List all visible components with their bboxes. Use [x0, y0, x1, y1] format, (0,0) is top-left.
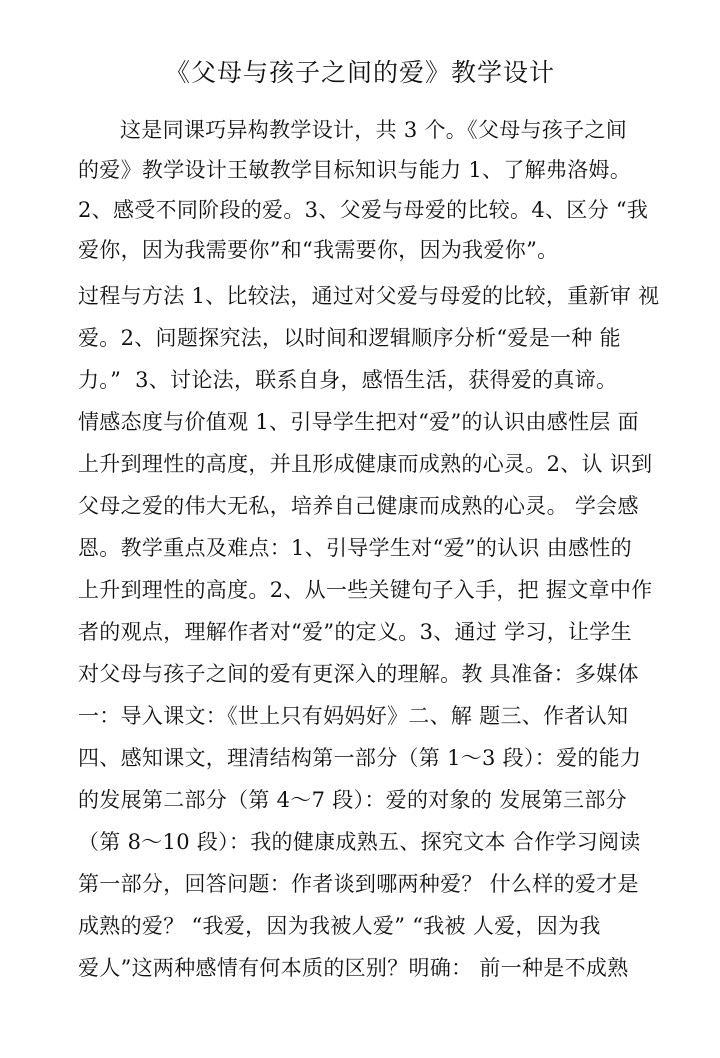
text-line: （第 8～10 段）：我的健康成熟五、探究文本 合作学习阅读: [78, 830, 641, 854]
text-line: 对父母与孩子之间的爱有更深入的理解。教 具准备：多媒体: [78, 662, 639, 686]
text-line: 爱人”这两种感情有何本质的区别？明确： 前一种是不成熟: [78, 956, 629, 980]
text-line: 上升到理性的高度。2、从一些关键句子入手，把 握文章中作: [78, 578, 653, 602]
text-line: 恩。教学重点及难点：1、引导学生对“爱”的认识 由感性的: [78, 536, 632, 560]
text-line: 者的观点，理解作者对“爱”的定义。3、通过 学习，让学生: [78, 620, 632, 644]
text-line: 这是同课巧异构教学设计，共 3 个。《父母与孩子之间: [120, 118, 628, 142]
text-line: 成熟的爱？ “我爱，因为我被人爱” “我被 人爱，因为我: [78, 914, 601, 938]
document-title: 《父母与孩子之间的爱》教学设计: [164, 58, 555, 87]
text-line: 四、感知课文，理清结构第一部分（第 1～3 段）：爱的能力: [78, 746, 642, 770]
text-line: 父母之爱的伟大无私，培养自己健康而成熟的心灵。 学会感: [78, 494, 639, 518]
text-line: 力。” 3、讨论法，联系自身，感悟生活，获得爱的真谛。: [78, 368, 618, 392]
text-line: 的发展第二部分（第 4～7 段）：爱的对象的 发展第三部分: [78, 788, 627, 812]
text-line: 爱。2、问题探究法，以时间和逻辑顺序分析“爱是一种 能: [78, 326, 621, 350]
text-line: 2、感受不同阶段的爱。3、父爱与母爱的比较。4、区分 “我: [78, 198, 649, 222]
text-line: 上升到理性的高度，并且形成健康而成熟的心灵。2、认 识到: [78, 452, 653, 476]
text-line: 第一部分，回答问题：作者谈到哪两种爱？ 什么样的爱才是: [78, 872, 639, 896]
text-line: 一：导入课文：《世上只有妈妈好》二、解 题三、作者认知: [78, 704, 629, 728]
text-line: 过程与方法 1、比较法，通过对父爱与母爱的比较，重新审 视: [78, 284, 660, 308]
text-line: 爱你，因为我需要你”和“我需要你，因为我爱你”。: [78, 238, 559, 262]
text-line: 情感态度与价值观 1、引导学生把对“爱”的认识由感性层 面: [78, 410, 639, 434]
text-line: 的爱》教学设计王敏教学目标知识与能力 1、了解弗洛姆。: [78, 158, 632, 182]
